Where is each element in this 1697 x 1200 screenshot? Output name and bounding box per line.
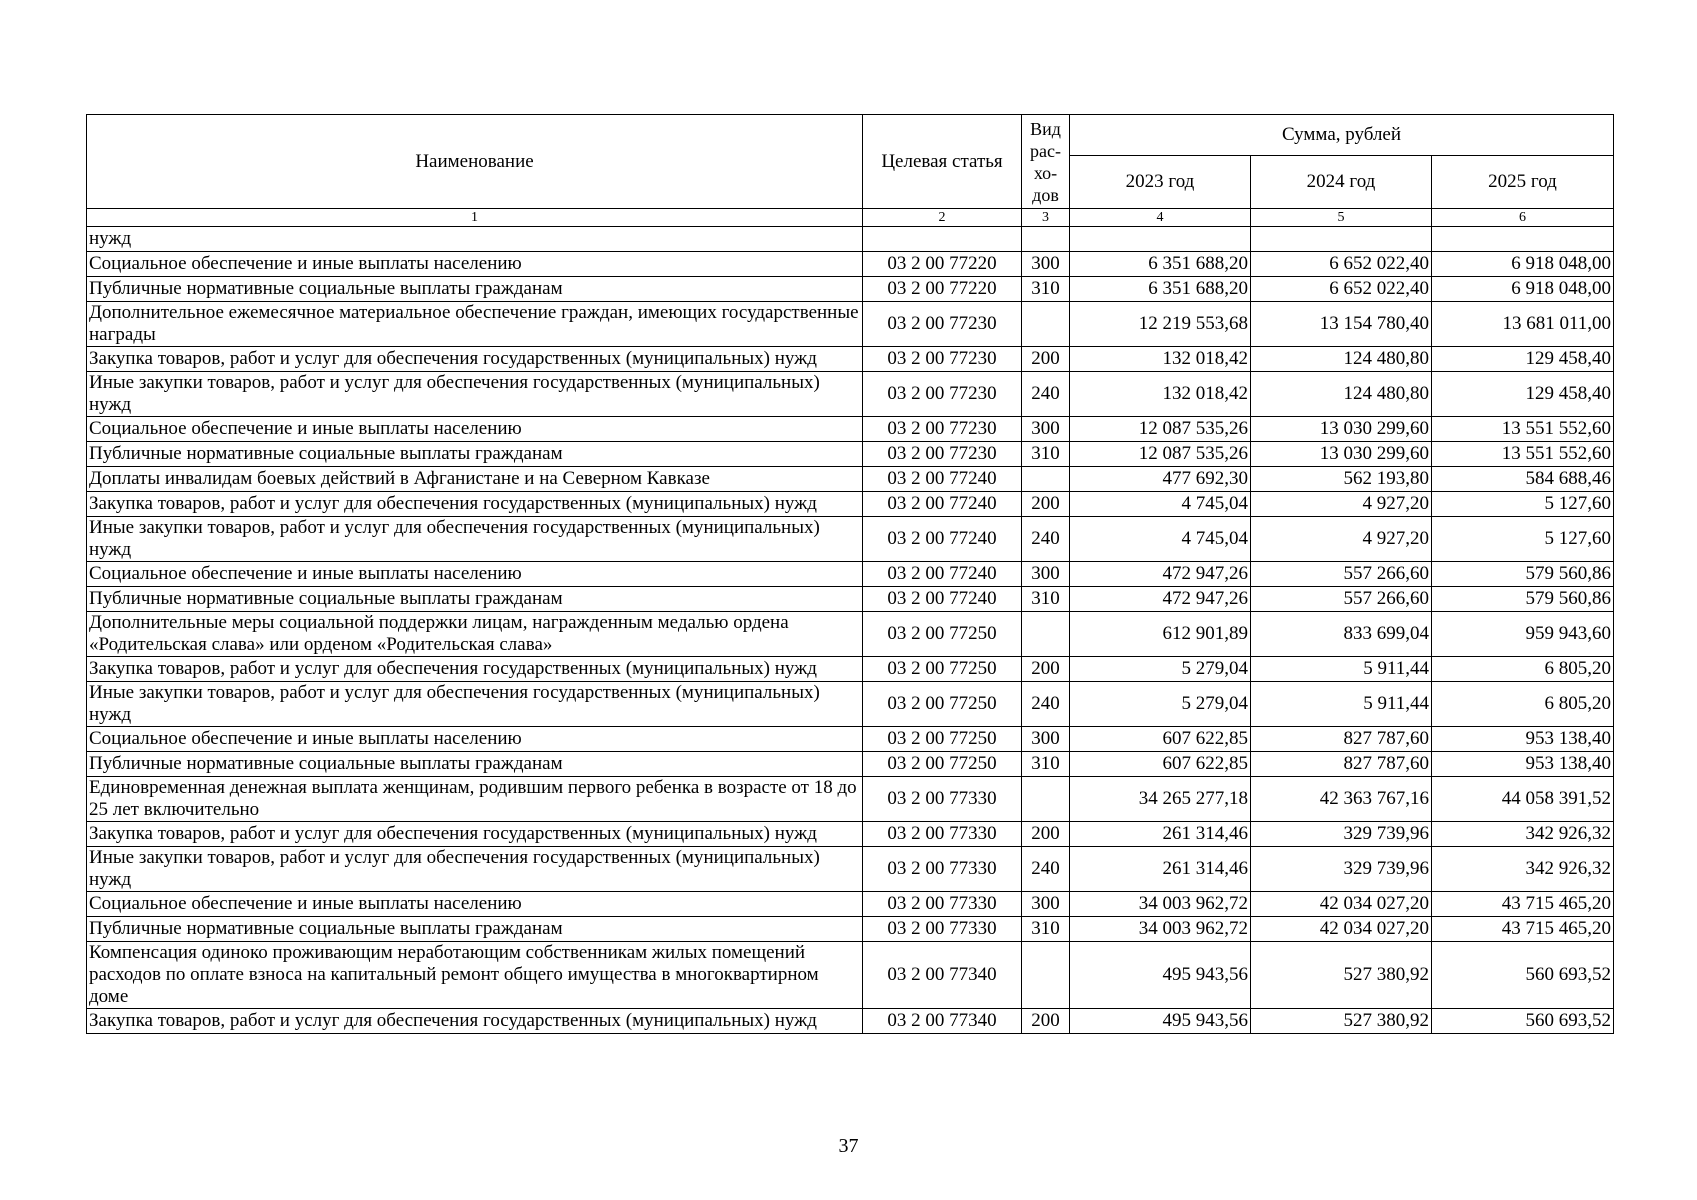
header-vid: Вид рас-хо-дов (1022, 115, 1070, 209)
row-name: Закупка товаров, работ и услуг для обеспечения государственных (муниципальных) нужд (87, 347, 863, 372)
row-amount-2024: 6 652 022,40 (1251, 252, 1432, 277)
row-amount-2025: 342 926,32 (1432, 822, 1614, 847)
row-amount-2023: 6 351 688,20 (1070, 277, 1251, 302)
row-name: Социальное обеспечение и иные выплаты населению (87, 417, 863, 442)
row-expense-type (1022, 942, 1070, 1009)
row-amount-2023: 132 018,42 (1070, 347, 1251, 372)
table-body (87, 227, 1614, 1034)
row-expense-type: 200 (1022, 347, 1070, 372)
table-row (87, 372, 1614, 417)
column-number: 6 (1432, 209, 1614, 227)
row-amount-2023: 5 279,04 (1070, 657, 1251, 682)
row-amount-2024: 42 363 767,16 (1251, 777, 1432, 822)
row-target-code: 03 2 00 77330 (863, 847, 1022, 892)
row-expense-type: 310 (1022, 917, 1070, 942)
column-number: 2 (863, 209, 1022, 227)
table-row (87, 1009, 1614, 1034)
row-amount-2025: 13 551 552,60 (1432, 417, 1614, 442)
row-amount-2025: 6 805,20 (1432, 682, 1614, 727)
row-target-code: 03 2 00 77330 (863, 777, 1022, 822)
row-amount-2023: 607 622,85 (1070, 727, 1251, 752)
row-amount-2024: 13 030 299,60 (1251, 442, 1432, 467)
table-row (87, 252, 1614, 277)
table-row (87, 562, 1614, 587)
table-row (87, 777, 1614, 822)
table-row (87, 587, 1614, 612)
row-amount-2024: 557 266,60 (1251, 562, 1432, 587)
row-amount-2023: 12 087 535,26 (1070, 417, 1251, 442)
row-name: Публичные нормативные социальные выплаты гражданам (87, 917, 863, 942)
row-name: Компенсация одиноко проживающим неработающим собственникам жилых помещений расходов по оплате взноса на капитальный ремонт общего имущества в многоквартирном доме (87, 942, 863, 1009)
row-expense-type (1022, 777, 1070, 822)
row-target-code: 03 2 00 77250 (863, 657, 1022, 682)
row-amount-2024: 827 787,60 (1251, 752, 1432, 777)
table-row (87, 752, 1614, 777)
row-amount-2023: 12 087 535,26 (1070, 442, 1251, 467)
row-expense-type: 310 (1022, 752, 1070, 777)
row-amount-2024: 13 030 299,60 (1251, 417, 1432, 442)
row-expense-type: 310 (1022, 587, 1070, 612)
row-expense-type: 240 (1022, 847, 1070, 892)
row-expense-type: 310 (1022, 442, 1070, 467)
row-expense-type (1022, 467, 1070, 492)
row-target-code: 03 2 00 77250 (863, 752, 1022, 777)
table-row (87, 917, 1614, 942)
column-number: 4 (1070, 209, 1251, 227)
row-amount-2025: 129 458,40 (1432, 347, 1614, 372)
row-expense-type: 310 (1022, 277, 1070, 302)
table-row (87, 942, 1614, 1009)
row-expense-type: 300 (1022, 892, 1070, 917)
row-expense-type (1022, 302, 1070, 347)
row-amount-2024 (1251, 227, 1432, 252)
row-amount-2023: 12 219 553,68 (1070, 302, 1251, 347)
row-name: Публичные нормативные социальные выплаты гражданам (87, 442, 863, 467)
row-amount-2024: 42 034 027,20 (1251, 917, 1432, 942)
row-amount-2024: 329 739,96 (1251, 847, 1432, 892)
row-amount-2023: 6 351 688,20 (1070, 252, 1251, 277)
row-name: Закупка товаров, работ и услуг для обеспечения государственных (муниципальных) нужд (87, 1009, 863, 1034)
table-row (87, 847, 1614, 892)
row-target-code: 03 2 00 77220 (863, 277, 1022, 302)
row-target-code: 03 2 00 77230 (863, 442, 1022, 467)
row-amount-2023: 261 314,46 (1070, 847, 1251, 892)
table-row (87, 417, 1614, 442)
row-amount-2025: 13 551 552,60 (1432, 442, 1614, 467)
row-amount-2024: 13 154 780,40 (1251, 302, 1432, 347)
row-amount-2023: 132 018,42 (1070, 372, 1251, 417)
row-amount-2024: 6 652 022,40 (1251, 277, 1432, 302)
row-target-code: 03 2 00 77230 (863, 347, 1022, 372)
row-amount-2025: 342 926,32 (1432, 847, 1614, 892)
row-amount-2023: 261 314,46 (1070, 822, 1251, 847)
row-name: Доплаты инвалидам боевых действий в Афганистане и на Северном Кавказе (87, 467, 863, 492)
table-row (87, 492, 1614, 517)
row-name: Социальное обеспечение и иные выплаты населению (87, 252, 863, 277)
row-target-code (863, 227, 1022, 252)
column-number: 5 (1251, 209, 1432, 227)
row-name: Публичные нормативные социальные выплаты гражданам (87, 587, 863, 612)
row-expense-type (1022, 227, 1070, 252)
row-target-code: 03 2 00 77230 (863, 372, 1022, 417)
row-amount-2023: 34 003 962,72 (1070, 917, 1251, 942)
row-amount-2025: 6 918 048,00 (1432, 277, 1614, 302)
row-amount-2025: 6 918 048,00 (1432, 252, 1614, 277)
row-target-code: 03 2 00 77220 (863, 252, 1022, 277)
table-row (87, 612, 1614, 657)
row-amount-2025: 5 127,60 (1432, 492, 1614, 517)
row-amount-2025: 560 693,52 (1432, 942, 1614, 1009)
row-name: Иные закупки товаров, работ и услуг для обеспечения государственных (муниципальных) нужд (87, 372, 863, 417)
row-amount-2023: 5 279,04 (1070, 682, 1251, 727)
header-code: Целевая статья (863, 115, 1022, 209)
row-name: нужд (87, 227, 863, 252)
row-amount-2024: 527 380,92 (1251, 1009, 1432, 1034)
table-row (87, 302, 1614, 347)
row-amount-2024: 5 911,44 (1251, 682, 1432, 727)
row-amount-2023: 607 622,85 (1070, 752, 1251, 777)
row-amount-2024: 827 787,60 (1251, 727, 1432, 752)
row-target-code: 03 2 00 77230 (863, 302, 1022, 347)
row-target-code: 03 2 00 77240 (863, 467, 1022, 492)
row-target-code: 03 2 00 77240 (863, 492, 1022, 517)
row-amount-2025: 44 058 391,52 (1432, 777, 1614, 822)
row-amount-2024: 557 266,60 (1251, 587, 1432, 612)
column-number: 1 (87, 209, 863, 227)
row-amount-2025: 579 560,86 (1432, 587, 1614, 612)
row-name: Иные закупки товаров, работ и услуг для обеспечения государственных (муниципальных) нужд (87, 682, 863, 727)
row-amount-2024: 833 699,04 (1251, 612, 1432, 657)
table-row (87, 442, 1614, 467)
row-name: Закупка товаров, работ и услуг для обеспечения государственных (муниципальных) нужд (87, 822, 863, 847)
table-row (87, 657, 1614, 682)
row-amount-2025 (1432, 227, 1614, 252)
header-year-2024: 2024 год (1251, 156, 1432, 209)
row-expense-type: 200 (1022, 657, 1070, 682)
row-name: Иные закупки товаров, работ и услуг для обеспечения государственных (муниципальных) нужд (87, 517, 863, 562)
row-amount-2025: 953 138,40 (1432, 727, 1614, 752)
row-expense-type: 240 (1022, 372, 1070, 417)
row-name: Публичные нормативные социальные выплаты гражданам (87, 277, 863, 302)
row-amount-2025: 129 458,40 (1432, 372, 1614, 417)
row-amount-2024: 42 034 027,20 (1251, 892, 1432, 917)
table-row (87, 517, 1614, 562)
row-name: Закупка товаров, работ и услуг для обеспечения государственных (муниципальных) нужд (87, 657, 863, 682)
row-expense-type: 300 (1022, 727, 1070, 752)
row-amount-2023: 4 745,04 (1070, 517, 1251, 562)
row-name: Публичные нормативные социальные выплаты гражданам (87, 752, 863, 777)
row-name: Дополнительное ежемесячное материальное обеспечение граждан, имеющих государственные награды (87, 302, 863, 347)
row-amount-2025: 959 943,60 (1432, 612, 1614, 657)
table-row (87, 822, 1614, 847)
row-amount-2025: 560 693,52 (1432, 1009, 1614, 1034)
row-amount-2023: 495 943,56 (1070, 942, 1251, 1009)
row-target-code: 03 2 00 77250 (863, 682, 1022, 727)
table-row (87, 892, 1614, 917)
row-target-code: 03 2 00 77250 (863, 727, 1022, 752)
row-target-code: 03 2 00 77330 (863, 822, 1022, 847)
row-amount-2023: 472 947,26 (1070, 587, 1251, 612)
row-target-code: 03 2 00 77240 (863, 562, 1022, 587)
row-expense-type: 300 (1022, 562, 1070, 587)
row-target-code: 03 2 00 77340 (863, 1009, 1022, 1034)
row-amount-2025: 584 688,46 (1432, 467, 1614, 492)
row-amount-2025: 5 127,60 (1432, 517, 1614, 562)
row-target-code: 03 2 00 77340 (863, 942, 1022, 1009)
row-amount-2024: 124 480,80 (1251, 372, 1432, 417)
row-amount-2023 (1070, 227, 1251, 252)
row-amount-2024: 562 193,80 (1251, 467, 1432, 492)
row-name: Социальное обеспечение и иные выплаты населению (87, 727, 863, 752)
header-year-2023: 2023 год (1070, 156, 1251, 209)
row-expense-type (1022, 612, 1070, 657)
row-target-code: 03 2 00 77250 (863, 612, 1022, 657)
row-expense-type: 240 (1022, 682, 1070, 727)
row-amount-2024: 527 380,92 (1251, 942, 1432, 1009)
row-amount-2024: 124 480,80 (1251, 347, 1432, 372)
page-number: 37 (838, 1135, 859, 1157)
row-amount-2024: 4 927,20 (1251, 517, 1432, 562)
row-target-code: 03 2 00 77330 (863, 917, 1022, 942)
header-sum: Сумма, рублей (1070, 115, 1614, 156)
row-amount-2025: 43 715 465,20 (1432, 917, 1614, 942)
row-amount-2025: 43 715 465,20 (1432, 892, 1614, 917)
budget-table (86, 114, 1614, 1034)
header-name: Наименование (87, 115, 863, 209)
row-amount-2023: 477 692,30 (1070, 467, 1251, 492)
row-name: Закупка товаров, работ и услуг для обеспечения государственных (муниципальных) нужд (87, 492, 863, 517)
table-row (87, 682, 1614, 727)
row-expense-type: 300 (1022, 252, 1070, 277)
table-row (87, 467, 1614, 492)
row-amount-2025: 6 805,20 (1432, 657, 1614, 682)
row-amount-2024: 4 927,20 (1251, 492, 1432, 517)
row-amount-2024: 329 739,96 (1251, 822, 1432, 847)
row-amount-2025: 579 560,86 (1432, 562, 1614, 587)
row-amount-2023: 472 947,26 (1070, 562, 1251, 587)
row-name: Социальное обеспечение и иные выплаты населению (87, 892, 863, 917)
row-target-code: 03 2 00 77230 (863, 417, 1022, 442)
table-row (87, 727, 1614, 752)
row-amount-2023: 612 901,89 (1070, 612, 1251, 657)
row-name: Социальное обеспечение и иные выплаты населению (87, 562, 863, 587)
row-expense-type: 300 (1022, 417, 1070, 442)
row-amount-2025: 953 138,40 (1432, 752, 1614, 777)
row-amount-2023: 34 003 962,72 (1070, 892, 1251, 917)
row-amount-2023: 4 745,04 (1070, 492, 1251, 517)
row-target-code: 03 2 00 77330 (863, 892, 1022, 917)
row-expense-type: 200 (1022, 492, 1070, 517)
row-target-code: 03 2 00 77240 (863, 517, 1022, 562)
table-row (87, 347, 1614, 372)
row-expense-type: 200 (1022, 822, 1070, 847)
table-row (87, 227, 1614, 252)
column-number: 3 (1022, 209, 1070, 227)
row-amount-2025: 13 681 011,00 (1432, 302, 1614, 347)
row-name: Иные закупки товаров, работ и услуг для обеспечения государственных (муниципальных) нужд (87, 847, 863, 892)
table-row (87, 277, 1614, 302)
row-target-code: 03 2 00 77240 (863, 587, 1022, 612)
row-expense-type: 240 (1022, 517, 1070, 562)
row-amount-2024: 5 911,44 (1251, 657, 1432, 682)
row-amount-2023: 34 265 277,18 (1070, 777, 1251, 822)
header-year-2025: 2025 год (1432, 156, 1614, 209)
row-expense-type: 200 (1022, 1009, 1070, 1034)
row-amount-2023: 495 943,56 (1070, 1009, 1251, 1034)
row-name: Единовременная денежная выплата женщинам, родившим первого ребенка в возрасте от 18 до 25 лет включительно (87, 777, 863, 822)
row-name: Дополнительные меры социальной поддержки лицам, награжденным медалью ордена «Родительская слава» или орденом «Родительская слава» (87, 612, 863, 657)
